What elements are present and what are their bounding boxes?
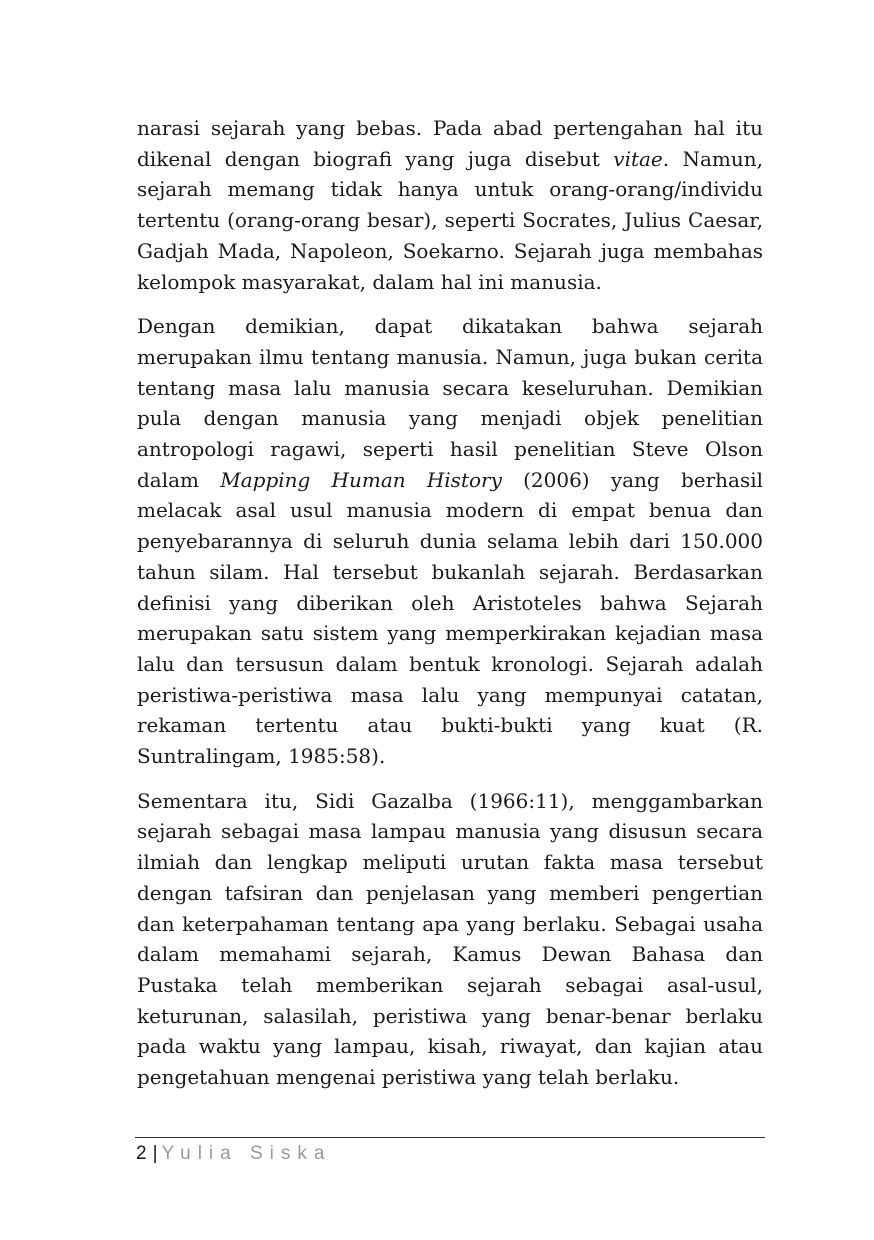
footer-divider — [135, 1137, 765, 1138]
text-segment: Sementara itu, Sidi Gazalba (1966:11), menggambarkan sejarah sebagai masa lampau manusia yang disusun secara ilmiah dan lengkap meliputi urutan fakta masa tersebut dengan tafsiran dan penjelasan yang memberi pengertian dan keterpahaman tentang apa yang berlaku. Sebagai usaha dalam memahami sejarah, Kamus Dewan Bahasa dan Pustaka telah memberikan sejarah sebagai asal-usul, keturunan, salasilah, peristiwa yang benar-benar berlaku pada waktu yang lampau, kisah, riwayat, dan kajian atau pengetahuan mengenai peristiwa yang telah berlaku. — [137, 788, 763, 1090]
text-segment: . Namun, sejarah memang tidak hanya untuk orang-orang/individu tertentu (orang-orang besar), seperti Socrates, Julius Caesar, Gadjah Mada, Napoleon, Soekarno. Sejarah juga membahas kelompok masyarakat, dalam hal ini manusia. — [137, 146, 763, 294]
italic-text-segment: vitae — [613, 146, 663, 171]
text-segment: (2006) yang berhasil melacak asal usul manusia modern di empat benua dan penyebarannya di seluruh dunia selama lebih dari 150.000 tahun silam. Hal tersebut bukanlah sejarah. Berdasarkan definisi yang diberikan oleh Aristoteles bahwa Sejarah merupakan satu sistem yang memperkirakan kejadian masa lalu dan tersusun dalam bentuk kronologi. Sejarah adalah peristiwa-peristiwa masa lalu yang mempunyai catatan, rekaman tertentu atau bukti-bukti yang kuat (R. Suntralingam, 1985:58). — [137, 467, 764, 769]
paragraph — [137, 786, 763, 1093]
body-text — [137, 113, 763, 1107]
text-segment: Dengan demikian, dapat dikatakan bahwa sejarah merupakan ilmu tentang manusia. Namun, juga bukan cerita tentang masa lalu manusia secara keseluruhan. Demikian pula dengan manusia yang menjadi objek penelitian antropologi ragawi, seperti hasil penelitian Steve Olson dalam — [137, 314, 763, 492]
footer-author: Yulia Siska — [161, 1143, 332, 1164]
paragraph — [137, 311, 763, 772]
text-segment: narasi sejarah yang bebas. Pada abad pertengahan hal itu dikenal dengan biografi yang juga disebut — [137, 116, 763, 171]
italic-text-segment: Mapping Human History — [220, 467, 502, 492]
footer-separator: | — [152, 1143, 158, 1164]
page-number: 2 — [136, 1143, 147, 1164]
paragraph — [137, 113, 763, 297]
page-footer — [136, 1143, 331, 1165]
